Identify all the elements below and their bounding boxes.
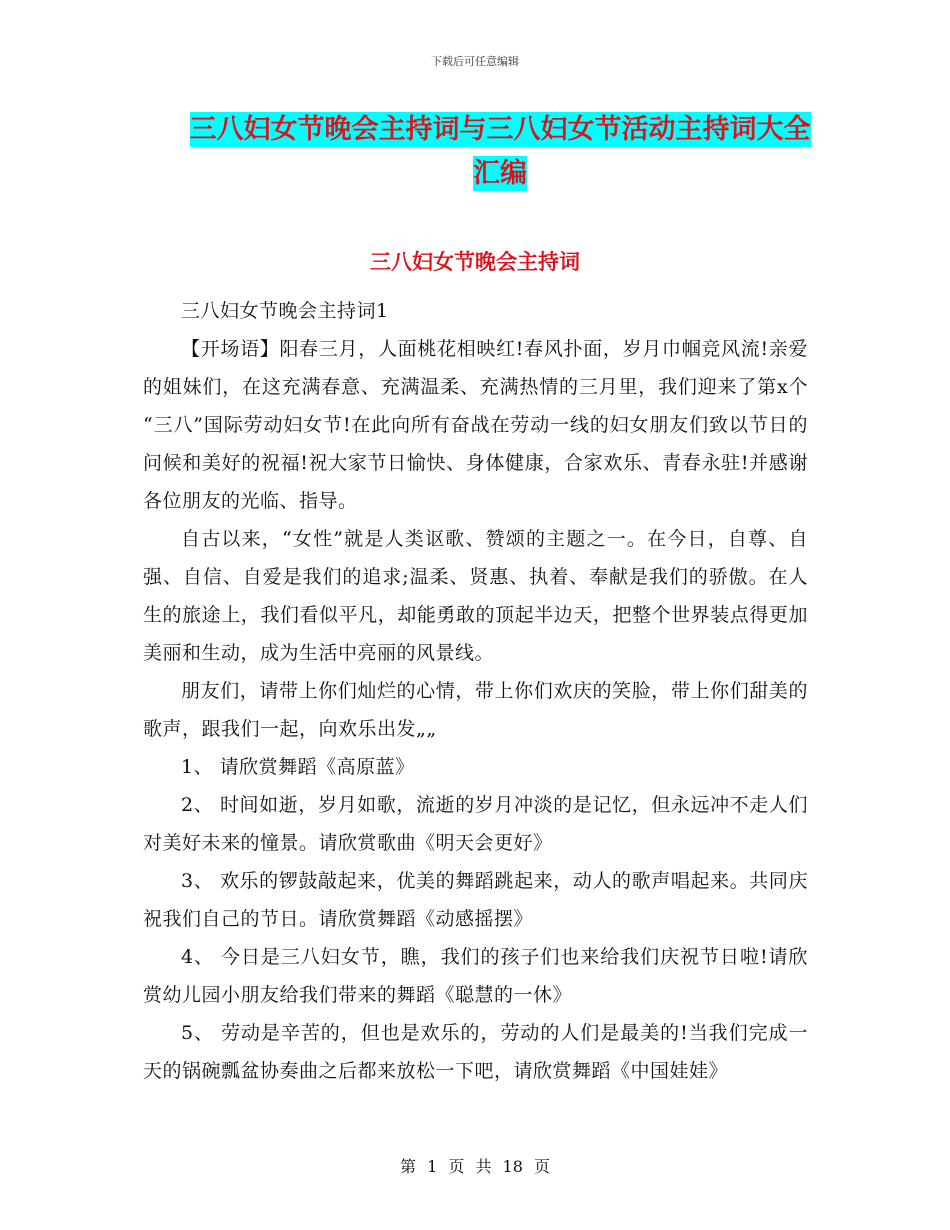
body-paragraph: 【开场语】阳春三月，人面桃花相映红!春风扑面，岁月巾帼竞风流!亲爱的姐妹们，在这充满春意、充满温柔、充满热情的三月里，我们迎来了第x个 “三八”国际劳动妇女节!在此向所有奋战在劳动一线的妇女朋友们致以节日的问候和美好的祝福!祝大家节日愉快、身体健康，合家欢乐、青春永驻!并感谢各位朋友的光临、指导。: [143, 338, 808, 512]
document-body: [143, 292, 808, 1090]
program-item: 5、 劳动是辛苦的，但也是欢乐的，劳动的人们是最美的!当我们完成一天的锅碗瓢盆协奏曲之后都来放松一下吧，请欣赏舞蹈《中国娃娃》: [143, 1022, 808, 1082]
subheading-paragraph: 三八妇女节晚会主持词1: [181, 300, 389, 322]
program-item: 3、 欢乐的锣鼓敲起来，优美的舞蹈跳起来，动人的歌声唱起来。共同庆祝我们自己的节日。请欣赏舞蹈《动感摇摆》: [143, 870, 808, 930]
header-note: 下载后可任意编辑: [431, 55, 519, 68]
body-paragraph: 朋友们，请带上你们灿烂的心情，带上你们欢庆的笑脸，带上你们甜美的歌声，跟我们一起，向欢乐出发„„: [143, 680, 808, 740]
title-line-2: 汇编: [473, 158, 527, 189]
program-item: 4、 今日是三八妇女节，瞧，我们的孩子们也来给我们庆祝节日啦!请欣赏幼儿园小朋友给我们带来的舞蹈《聪慧的一休》: [143, 946, 808, 1006]
body-paragraph: 自古以来，“女性”就是人类讴歌、赞颂的主题之一。在今日，自尊、自强、自信、自爱是我们的追求;温柔、贤惠、执着、奉献是我们的骄傲。在人生的旅途上，我们看似平凡，却能勇敢的顶起半边天，把整个世界装点得更加美丽和生动，成为生活中亮丽的风景线。: [143, 528, 808, 664]
title-line-1: 三八妇女节晚会主持词与三八妇女节活动主持词大全: [189, 114, 811, 145]
program-item: 1、 请欣赏舞蹈《高原蓝》: [181, 756, 415, 778]
program-item: 2、 时间如逝，岁月如歌，流逝的岁月冲淡的是记忆，但永远冲不走人们对美好未来的憧景。请欣赏歌曲《明天会更好》: [143, 794, 808, 854]
page-footer: 第 1 页 共 18 页: [400, 1157, 550, 1176]
document-title: [150, 108, 850, 196]
section-title: 三八妇女节晚会主持词: [370, 250, 580, 274]
